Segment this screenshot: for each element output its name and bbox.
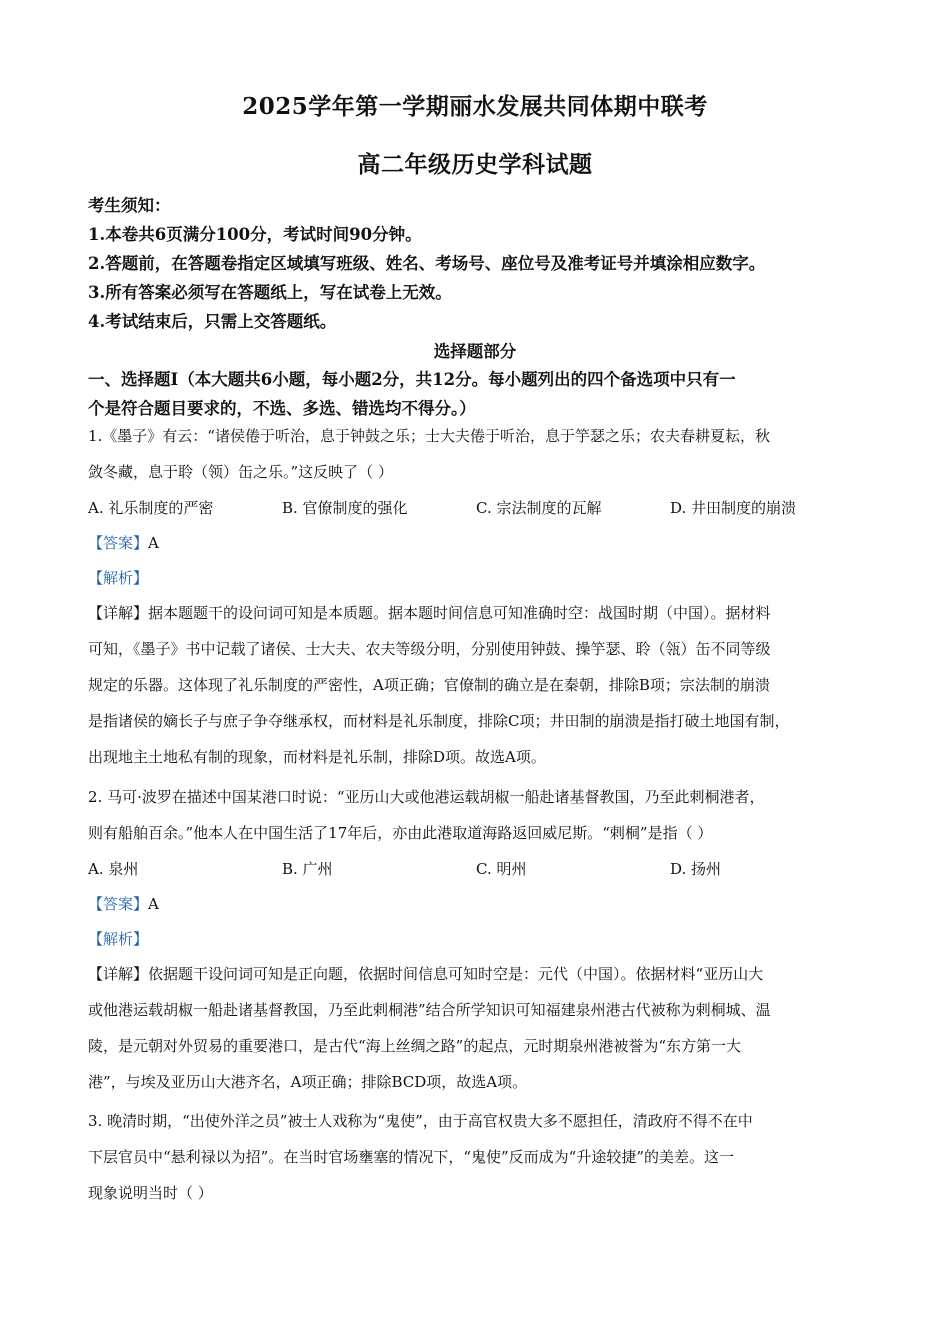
q1-answer xyxy=(88,532,159,553)
q3-stem: 3. 晚清时期，“出使外洋之员”被士人戏称为“鬼使”，由于高官权贵大多不愿担任，清政府不得不在中 xyxy=(88,1112,753,1130)
q2-option-b: B. 广州 xyxy=(282,860,333,878)
q1-stem: 1.《墨子》有云：“诸侯倦于听治，息于钟鼓之乐；士大夫倦于听治，息于竽瑟之乐；农夫春耕夏耘，秋 xyxy=(88,427,770,445)
q1-option-a: A. 礼乐制度的严密 xyxy=(88,499,214,517)
detail-tag: 【详解】 xyxy=(88,604,149,622)
detail-tag: 【详解】 xyxy=(88,965,149,983)
q2-detail-line: 港”，与埃及亚历山大港齐名，A项正确；排除BCD项，故选A项。 xyxy=(88,1073,528,1091)
q2-stem: 2. 马可·波罗在描述中国某港口时说：“亚历山大或他港运载胡椒一船赴诸基督教国，乃至此剌桐港者， xyxy=(88,788,765,806)
notice-item: 2.答题前，在答题卷指定区域填写班级、姓名、考场号、座位号及准考证号并填涂相应数字。 xyxy=(88,254,766,273)
notice-heading: 考生须知： xyxy=(88,196,171,215)
q2-detail-line: 或他港运载胡椒一船赴诸基督教国，乃至此剌桐港”结合所学知识可知福建泉州港古代被称为剌桐城、温 xyxy=(88,1001,771,1019)
q2-option-c: C. 明州 xyxy=(476,860,527,878)
q2-detail-line: 陵，是元朝对外贸易的重要港口，是古代“海上丝绸之路”的起点，元时期泉州港被誉为“东方第一大 xyxy=(88,1037,742,1055)
notice-item: 1.本卷共6页满分100分，考试时间90分钟。 xyxy=(88,225,422,244)
q1-detail-line: 可知，《墨子》书中记载了诸侯、士大夫、农夫等级分明，分别使用钟鼓、操竽瑟、聆（瓴）缶不同等级 xyxy=(88,640,771,658)
q1-analysis-tag: 【解析】 xyxy=(88,569,149,587)
notice-item: 4.考试结束后，只需上交答题纸。 xyxy=(88,312,337,331)
q1-detail-line: 规定的乐器。这体现了礼乐制度的严密性，A项正确；官僚制的确立是在秦朝，排除B项；宗法制的崩溃 xyxy=(88,676,770,694)
q2-analysis-tag: 【解析】 xyxy=(88,930,149,948)
q3-stem-cont: 现象说明当时（ ） xyxy=(88,1184,213,1202)
q1-stem-cont: 敛冬藏，息于聆（领）缶之乐。”这反映了（ ） xyxy=(88,463,393,481)
part-title: 一、选择题Ⅰ（本大题共6小题，每小题2分，共12分。每小题列出的四个备选项中只有一 xyxy=(88,370,736,389)
q1-detail: 【详解】据本题题干的设问词可知是本质题。据本题时间信息可知准确时空：战国时期（中国）。据材料 xyxy=(88,604,771,622)
q3-stem-cont: 下层官员中“悬利禄以为招”。在当时官场壅塞的情况下，“鬼使”反而成为“升途较捷”的美差。这一 xyxy=(88,1148,735,1166)
q2-answer-value: A xyxy=(148,895,159,913)
q1-answer-value: A xyxy=(148,534,159,552)
exam-title: 2025学年第一学期丽水发展共同体期中联考 xyxy=(242,93,708,120)
q1-detail-line: 出现地主土地私有制的现象，而材料是礼乐制，排除D项。故选A项。 xyxy=(88,748,546,766)
q2-detail: 【详解】依据题干设问词可知是正向题，依据时间信息可知时空是：元代（中国）。依据材料“亚历山大 xyxy=(88,965,764,983)
q2-option-a: A. 泉州 xyxy=(88,860,139,878)
part-title-cont: 个是符合题目要求的，不选、多选、错选均不得分。） xyxy=(88,399,476,418)
section-title: 选择题部分 xyxy=(433,342,517,361)
q2-option-d: D. 扬州 xyxy=(670,860,722,878)
q2-stem-cont: 则有船舶百余。”他本人在中国生活了17年后，亦由此港取道海路返回威尼斯。“剌桐”是指（ ） xyxy=(88,824,713,842)
answer-tag: 【答案】 xyxy=(88,895,149,913)
exam-subtitle: 高二年级历史学科试题 xyxy=(357,151,593,178)
answer-tag: 【答案】 xyxy=(88,534,149,552)
q2-answer xyxy=(88,893,159,914)
q1-option-c: C. 宗法制度的瓦解 xyxy=(476,499,602,517)
q1-detail-line: 是指诸侯的嫡长子与庶子争夺继承权，而材料是礼乐制度，排除C项；井田制的崩溃是指打破土地国有制， xyxy=(88,712,790,730)
q1-option-b: B. 官僚制度的强化 xyxy=(282,499,408,517)
notice-item: 3.所有答案必须写在答题纸上，写在试卷上无效。 xyxy=(88,283,452,302)
q1-option-d: D. 井田制度的崩溃 xyxy=(670,499,797,517)
